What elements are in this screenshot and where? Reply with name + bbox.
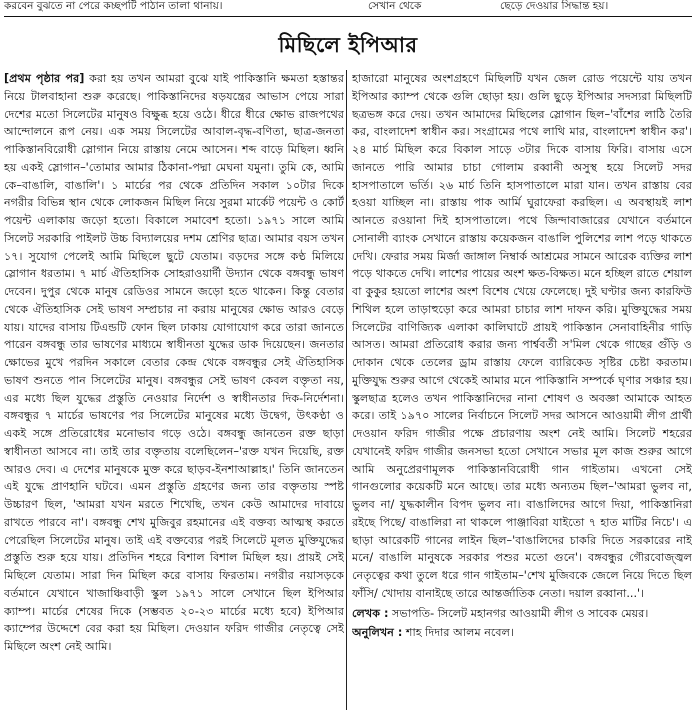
headline: মিছিলে ইপিআর	[278, 33, 418, 57]
previous-article-fragment-middle: সেখান থেকে	[368, 0, 422, 12]
previous-article-fragment-right: ছেড়ে দেওয়ার সিদ্ধান্ত হয়।	[500, 0, 609, 12]
transcriber-credit	[352, 624, 692, 642]
previous-article-strip	[0, 0, 696, 14]
transcriber-text: শাহ দিদার আলম নবেল।	[405, 626, 514, 640]
article-column-right	[352, 70, 692, 710]
continuation-marker: [প্রথম পৃষ্ঠার পর]	[4, 72, 85, 85]
left-column-body: করা হয় তখন আমরা বুঝে যাই পাকিস্তানি ক্ষমতা হস্তান্তর নিয়ে টালবাহানা শুরু করেছে। পাকিস্তানিদের ষড়যন্ত্রের আভাস পেয়ে সারা দেশের মতো সিলেটের মানুষও বিক্ষুব্ধ হয়ে ওঠে। ধীরে ধীরে ক্ষোভ রাজপথের আন্দোলনে রূপ নেয়। এক সময় সিলেটের আবাল-বৃদ্ধ-বণিতা, ছাত্র-জনতা পাকিস্তানবিরোধী স্লোগান নিয়ে রাস্তায় নেমে আসেন। শব্দ বাড়ে মিছিল। ধ্বনি হয় একই স্লোগান–'তোমার আমার ঠিকানা-পদ্মা মেঘনা যমুনা। তুমি কে, আমি কে–বাঙালি, বাঙালি'। ১ মার্চের পর থেকে প্রতিদিন সকাল ১০টার দিকে নগরীর বিভিন্ন স্থান থেকে লোকজন মিছিল নিয়ে সুরমা মার্কেট পয়েন্ট ও কোর্ট পয়েন্ট এলাকায় জড়ো হতো। বিকালে সমাবেশ হতো। ১৯৭১ সালে আমি সিলেট সরকারি পাইলট উচ্চ বিদ্যালয়ের দশম শ্রেণির ছাত্র। আমার বয়স তখন ১৭। সুযোগ পেলেই আমি মিছিলে ছুটে যেতাম। বড়দের সঙ্গে কণ্ঠ মিলিয়ে স্লোগান ধরতাম। ৭ মার্চ ঐতিহাসিক সোহরাওয়ার্দী উদ্যান থেকে বঙ্গবন্ধু ভাষণ দেবেন। দুপুর থেকে মানুষ রেডিওর সামনে জড়ো হতে থাকেন। কিন্তু বেতার থেকে ঐতিহাসিক সেই ভাষণ সম্প্রচার না করায় মানুষের ক্ষোভ আরও বেড়ে যায়। যাদের বাসায় টিএন্ডটি ফোন ছিল ঢাকায় যোগাযোগ করে তারা জানতে পারেন বঙ্গবন্ধু তার ভাষণের মাধ্যমে স্বাধীনতা যুদ্ধের ডাক দিয়েছেন। জনতার ক্ষোভের মুখে পরদিন সকালে বেতার কেন্দ্র থেকে বঙ্গবন্ধুর সেই ঐতিহাসিক ভাষণ শুনতে পান সিলেটের মানুষ। বঙ্গবন্ধুর সেই ভাষণ কেবল বক্তৃতা নয়, এর মধ্যে ছিল যুদ্ধের প্রস্তুতি নেওয়ার নির্দেশ ও স্বাধীনতার দিক-নির্দেশনা। বঙ্গবন্ধুর ৭ মার্চের ভাষণের পর সিলেটের মানুষের মধ্যে উদ্বেগ, উৎকণ্ঠা ও একই সঙ্গে প্রতিরোধের মনোভাব গড়ে ওঠে। বঙ্গবন্ধু জানতেন রক্ত ছাড়া স্বাধীনতা আসবে না। তাই তার বক্তৃতায় বলেছিলেন–'রক্ত যখন দিয়েছি, রক্ত আরও দেব। এ দেশের মানুষকে মুক্ত করে ছাড়ব-ইনশাআল্লাহ।' তিনি জানতেন এই যুদ্ধে প্রাণহানি ঘটবে। এমন প্রস্তুতি গ্রহণের জন্য তার বক্তৃতায় স্পষ্ট উচ্চারণ ছিল, 'আমরা যখন মরতে শিখেছি, তখন কেউ আমাদের দাবায়ে রাখতে পারবে না'। বঙ্গবন্ধু শেখ মুজিবুর রহমানের এই বক্তব্য আত্মস্থ করতে পেরেছিল সিলেটের মানুষ। তাই এই বক্তব্যের পরই সিলেটে মূলত মুক্তিযুদ্ধের প্রস্তুতি শুরু হয়ে যায়। প্রতিদিন শহরে বিশাল বিশাল মিছিল হয়। প্রায়ই সেই মিছিলে যেতাম। সারা দিন মিছিল করে বাসায় ফিরতাম। নগরীর নয়াসড়কে বর্তমানে যেখানে খাজাঞ্চিবাড়ী স্কুল ১৯৭১ সালে সেখানে ছিল ইপিআর ক্যাম্প। মার্চের শেষের দিকে (সম্ভবত ২০-২৩ মার্চের মধ্যে হবে) ইপিআর ক্যাম্পের উদ্দেশে বের করা হয় মিছিল। দেওয়ান ফরিদ গাজীর নেতৃত্বে সেই মিছিলে অংশ নেই আমি।	[4, 72, 344, 653]
transcriber-label: অনুলিখন :	[352, 626, 403, 640]
writer-credit	[352, 605, 692, 623]
article-paragraph-left	[4, 70, 344, 656]
right-column-body: হাজারো মানুষের অংশগ্রহণে মিছিলটি যখন জেল রোড পয়েন্টে যায় তখন ইপিআর ক্যাম্প থেকে গুলি ছোড়া হয়। গুলি ছুড়ে ইপিআর সদস্যরা মিছিলটি ছত্রভঙ্গ করে দেয়। তখন আমাদের মিছিলের স্লোগান ছিল–'বাঁশের লাঠি তৈরি কর, বাংলাদেশ স্বাধীন কর। সংগ্রামের পথে লাথি মার, বাংলাদেশ স্বাধীন কর'। ২৪ মার্চ মিছিল করে বিকাল সাড়ে ৩টার দিকে বাসায় ফিরি। বাসায় এসে জানতে পারি আমার চাচা গোলাম রব্বানী অসুস্থ হয়ে সিলেট সদর হাসপাতালে ভর্তি। ২৬ মার্চ তিনি হাসপাতালে মারা যান। তখন রাস্তায় বের হওয়া যাচ্ছিল না। রাস্তায় পাক আর্মি ঘুরাফেরা করছিল। এ অবস্থায়ই লাশ আনতে রওয়ানা দিই হাসপাতালে। পথে জিন্দাবাজারের যেখানে বর্তমানে সোনালী ব্যাংক সেখানে রাস্তায় কয়েকজন বাঙালি পুলিশের লাশ পড়ে থাকতে দেখি। ফেরার সময় মির্জা জাঙ্গাল নিম্বার্ক আশ্রমের সামনে আরেক ব্যক্তির লাশ পড়ে থাকতে দেখি। লাশের পায়ের অংশ ক্ষত-বিক্ষত। মনে হচ্ছিল রাতে শেয়াল বা কুকুর হয়তো লাশের অংশ বিশেষ খেয়ে ফেলেছে। দুই ঘণ্টার জন্য কারফিউ শিথিল হলে তাড়াহুড়ো করে আমরা চাচার লাশ দাফন করি। মুক্তিযুদ্ধের সময় সিলেটের বাণিজ্যিক এলাকা কালিঘাটে প্রায়ই পাকিস্তান সেনাবাহিনীর গাড়ি আসত। আমরা প্রতিরোধ করার জন্য পার্শ্ববর্তী স'মিল থেকে গাছের গুঁড়ি ও দোকান থেকে তেলের ড্রাম রাস্তায় ফেলে ব্যারিকেড সৃষ্টির চেষ্টা করতাম। মুক্তিযুদ্ধ শুরুর আগে থেকেই আমার মনে পাকিস্তানি সম্পর্কে ঘৃণার সঞ্চার হয়। স্কুলছাত্র হলেও তখন পাকিস্তানিদের নানা শোষণ ও অবজ্ঞা আমাকে আহত করে। তাই ১৯৭০ সালের নির্বাচনে সিলেট সদর আসনে আওয়ামী লীগ প্রার্থী দেওয়ান ফরিদ গাজীর পক্ষে প্রচারণায় অংশ নেই আমি। সিলেট শহরের যেখানেই ফরিদ গাজীর জনসভা হতো সেখানে সভার মূল কাজ শুরুর আগে আমি অনুপ্রেরণামূলক পাকিস্তানবিরোধী গান গাইতাম। এখনো সেই গানগুলোর কয়েকটি মনে আছে। তার মধ্যে অন্যতম ছিল–'আমরা ভুলব না, ভুলব না/ যুদ্ধকালীন বিপদ ভুলব না। বাঙালিদের আগে দিয়া, পাকিস্তানিরা রইছে পিছে/ বাঙালিরা না থাকলে পাঞ্জাবিরা যাইতো ৭ হাত মাটির নিচে'। এ ছাড়া আরেকটি গানের লাইন ছিল–'বাঙালিদের চাকরি দিতে সরকারের নাই মনে/ বাঙালি মানুষকে সরকার পশুর মতো গুনে'। বঙ্গবন্ধুর গৌরবোজ্জ্বল নেতৃত্বের কথা তুলে ধরে গান গাইতাম–'শেখ মুজিবকে জেলে নিয়ে দিতে ছিল ফাঁসি/ খোদায় বানাইছে তারে আন্তর্জাতিক নেতা। দয়াল রব্বানা...'।	[352, 72, 692, 600]
top-divider	[4, 16, 692, 17]
writer-text: সভাপতি- সিলেট মহানগর আওয়ামী লীগ ও সাবেক মেয়র।	[391, 606, 649, 620]
previous-article-fragment-left: করবেন বুঝতে না পেরে কচ্ছপটি পাঠান তালা থানায়।	[4, 0, 223, 12]
writer-label: লেখক :	[352, 606, 389, 620]
column-divider	[346, 70, 347, 710]
article-column-left	[4, 70, 344, 710]
